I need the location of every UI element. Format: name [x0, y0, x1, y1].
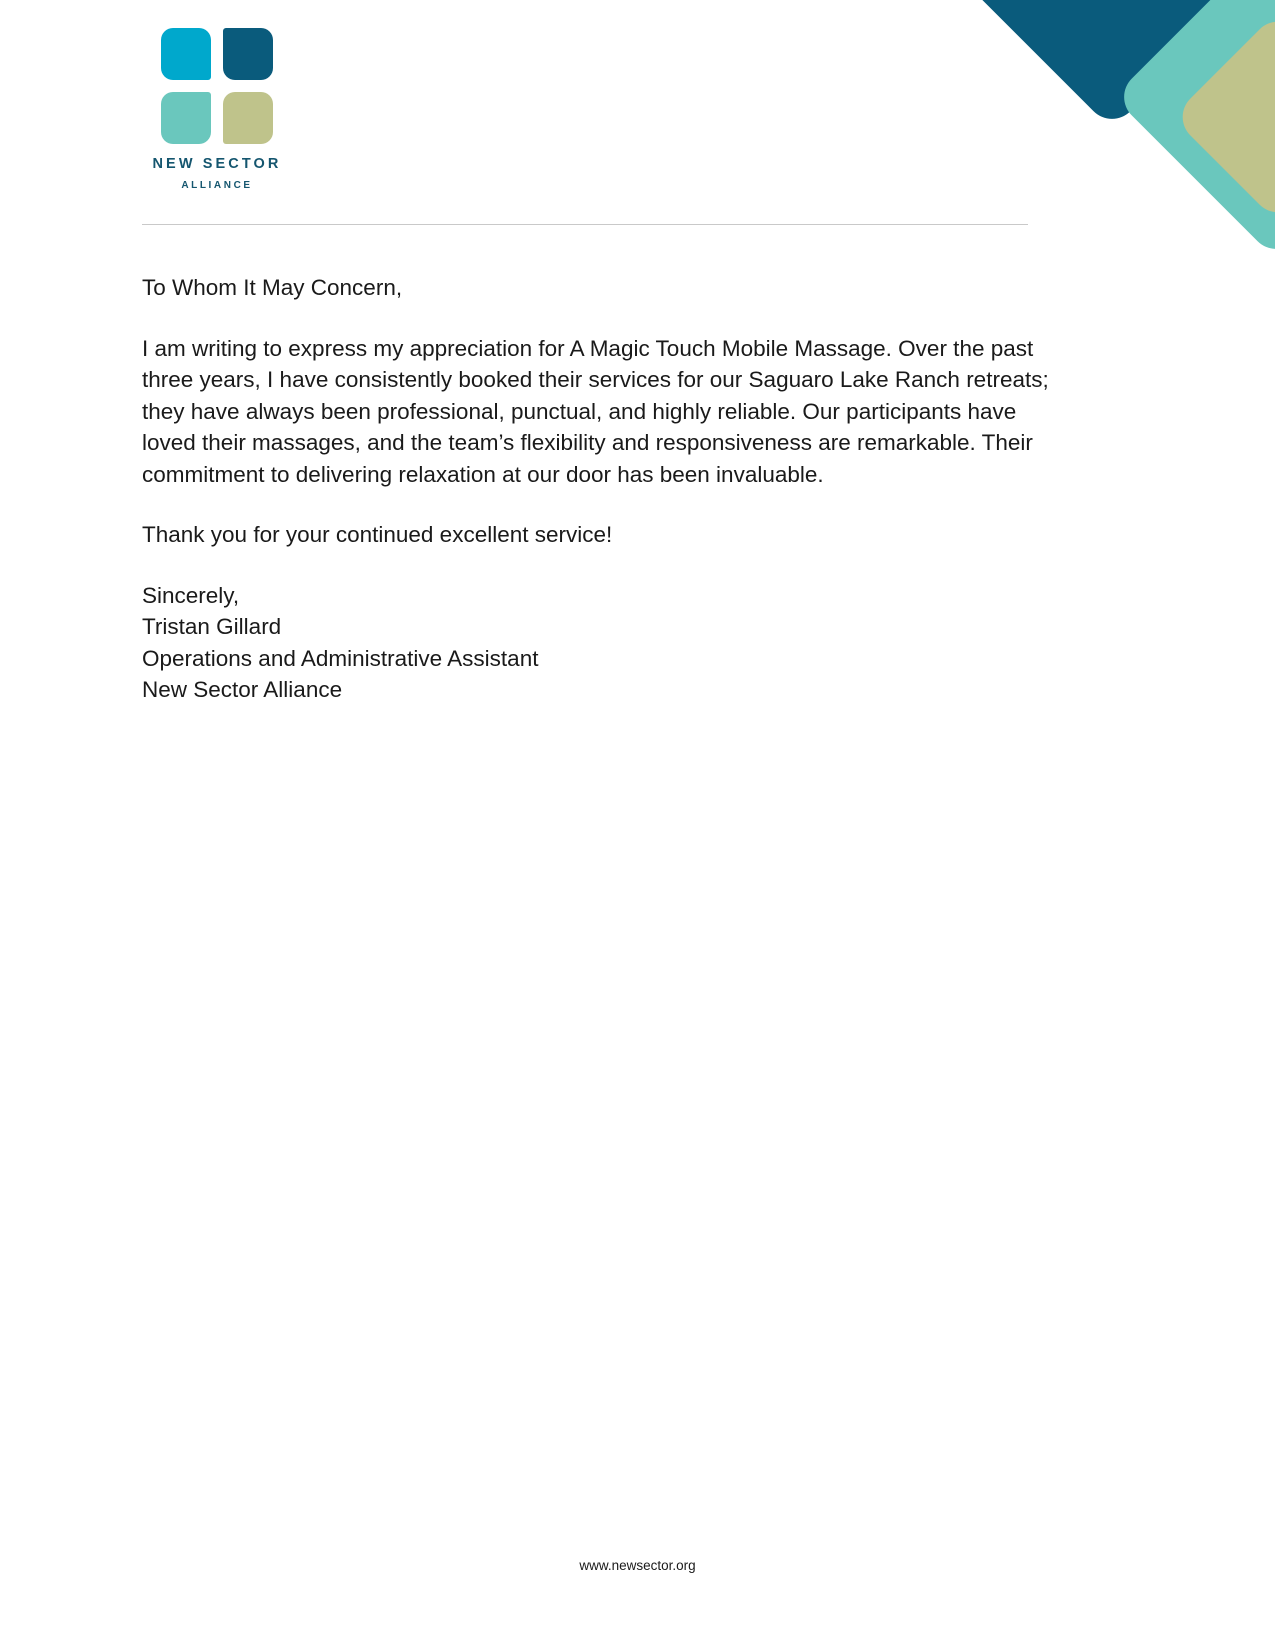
corner-decoration — [895, 0, 1275, 300]
signature-title: Operations and Administrative Assistant — [142, 645, 539, 671]
logo-wordmark: NEW SECTOR — [152, 156, 282, 172]
letter-salutation: To Whom It May Concern, — [142, 275, 403, 300]
logo-subwordmark: ALLIANCE — [181, 180, 253, 191]
signature-organization: New Sector Alliance — [142, 677, 343, 702]
signature-closing: Sincerely, — [142, 582, 240, 608]
letter-body — [142, 272, 1054, 706]
letter-signature-block — [142, 580, 1054, 706]
letter-paragraph-main: I am writing to express my appreciation for A Magic Touch Mobile Massage. Over the past three years, I have consistently booked their services for our Saguaro Lake Ranch retreats; they have always been professional, punctual, and highly reliable. Our participants have loved their massages, and the team’s flexibility and responsiveness are remarkable. Their commitment to delivering relaxation at our door has been invaluable. — [142, 335, 1049, 487]
navy-diamond-icon — [949, 0, 1274, 130]
logo-square-top-right — [223, 28, 273, 80]
header-divider — [142, 224, 1028, 225]
khaki-diamond-icon — [1172, 11, 1275, 223]
logo-square-bottom-right — [223, 92, 273, 144]
logo-mark-icon — [161, 28, 274, 144]
footer-website: www.newsector.org — [579, 1558, 696, 1573]
logo-square-bottom-left — [161, 92, 211, 144]
signature-name: Tristan Gillard — [142, 614, 282, 639]
mint-diamond-icon — [1113, 0, 1275, 260]
logo-square-top-left — [161, 28, 211, 80]
letter-paragraph-closing: Thank you for your continued excellent service! — [142, 522, 613, 547]
logo — [142, 28, 292, 191]
